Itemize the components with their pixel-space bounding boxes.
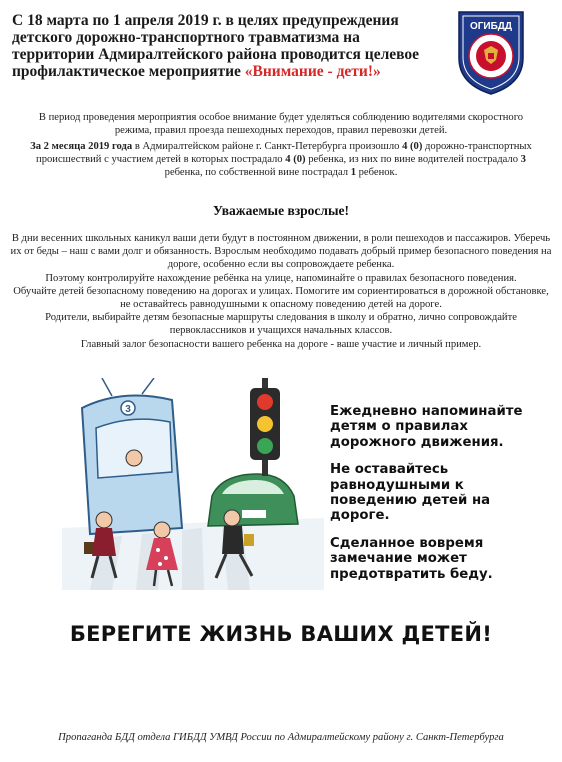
intro-count-3: 3 [520, 154, 526, 166]
body-line: Главный залог безопасности вашего ребенка на дороге - ваше участие и личный пример. [80, 338, 482, 350]
intro-count-2: 4 (0) [285, 154, 306, 166]
intro-text-a: в Адмиралтейском районе г. Санкт-Петербурга произошло [132, 141, 403, 152]
intro-text-e: ребенок. [355, 167, 398, 179]
header-title-text: С 18 марта по 1 апреля 2019 г. в целях предупреждения детского дорожно-транспортного травматизма на территории Адмиралтейского района проводится целевое профилактическое мероприятие [12, 12, 420, 80]
body-line: Обучайте детей безопасному поведению на дорогах и улицах. Помогите им сориентироваться в дорожной обстановке, не оставайтесь равнодушными к опасному поведению детей на дороге. [13, 285, 549, 311]
slogan-3: Сделанное вовремя замечание может предотвратить беду. [330, 535, 493, 582]
ogibdd-logo [455, 8, 527, 96]
crosswalk-scene-icon [62, 378, 324, 590]
body-text [10, 232, 552, 351]
footer-text: Пропаганда БДД отдела ГИБДД УМВД России по Адмиралтейскому району г. Санкт-Петербурга [58, 732, 504, 743]
intro-text-c: ребенка, из них по вине водителей пострадало [305, 154, 521, 166]
intro-paragraph-2 [30, 140, 532, 180]
crosswalk-illustration [62, 378, 324, 590]
intro-period: За 2 месяца 2019 года [30, 141, 133, 152]
trolleybus-number: 3 [125, 404, 131, 415]
intro-count-4: 1 [350, 167, 356, 179]
body-line: Родители, выбирайте детям безопасные маршруты следования в школу и обратно, лично сопровождайте первоклассников и учащихся начальных классов. [45, 312, 517, 337]
intro-count-1: 4 (0) [402, 141, 423, 152]
slogan-1: Ежедневно напоминайте детям о правилах дорожного движения. [330, 404, 523, 450]
body-line: Поэтому контролируйте нахождение ребёнка на улице, напоминайте о правилах безопасного поведения. [45, 272, 517, 284]
intro-text-d: ребенка, по собственной вине пострадал [164, 167, 351, 179]
logo-text: ОГИБДД [469, 21, 513, 32]
greeting-heading: Уважаемые взрослые! [212, 203, 350, 218]
main-slogan: БЕРЕГИТЕ ЖИЗНЬ ВАШИХ ДЕТЕЙ! [69, 622, 493, 646]
header-title [12, 12, 442, 80]
header-highlight: «Внимание - дети!» [244, 63, 381, 80]
intro-paragraph-1: В период проведения мероприятия особое внимание будет уделяться соблюдению водителями скоростного режима, правил проезда пешеходных переходов, правил перевозки детей. [38, 112, 524, 137]
slogans [330, 404, 554, 594]
intro-text-b: дорожно-транспортных происшествий с участием детей в которых пострадало [36, 141, 532, 166]
ogibdd-emblem-icon [455, 8, 527, 96]
body-line: В дни весенних школьных каникул ваши дети будут в постоянном движении, в роли пешеходов и пассажиров. Уберечь их от беды – наш с вами долг и обязанность. Взрослым необходимо подавать добрый пример безопасного поведения на дороге, особенно если вы сопровождаете ребенка. [10, 233, 552, 271]
slogan-2: Не оставайтесь равнодушными к поведению детей на дороге. [330, 462, 491, 524]
